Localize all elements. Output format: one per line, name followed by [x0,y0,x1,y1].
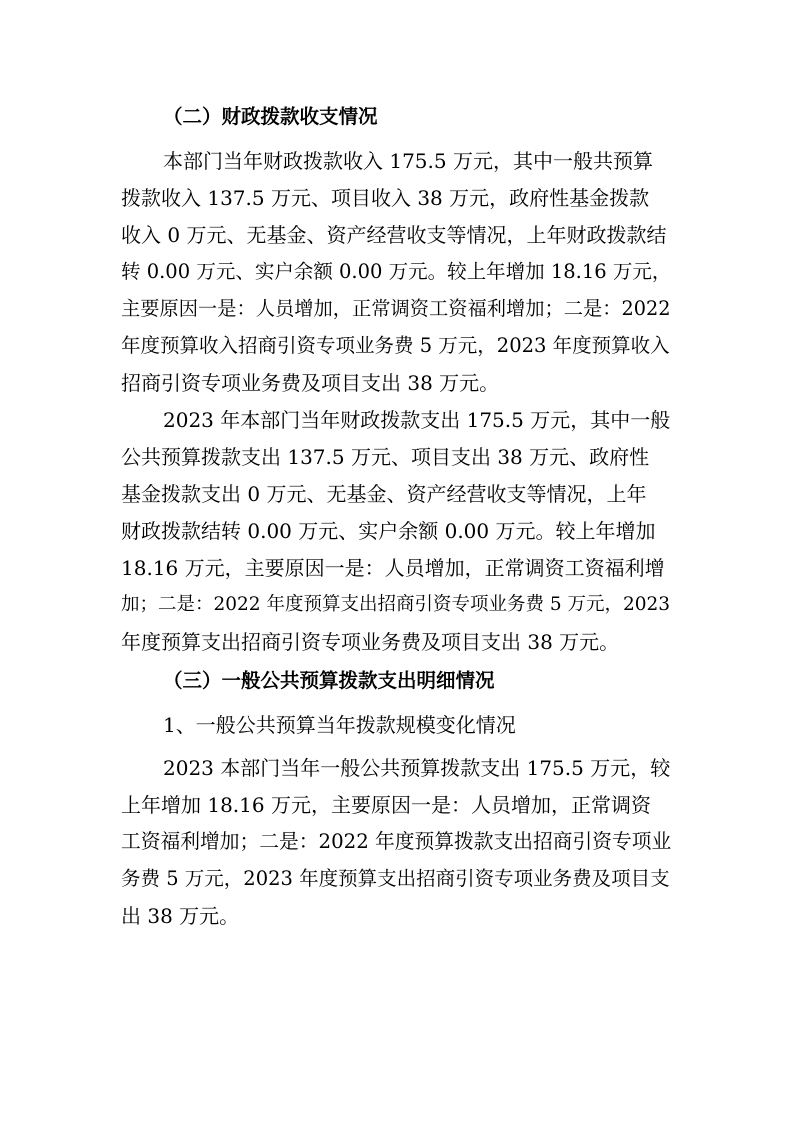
paragraph-line: 出 38 万元。 [121,904,240,928]
paragraph-line: 拨款收入 137.5 万元、项目收入 38 万元，政府性基金拨款 [121,186,650,210]
paragraph-line: 主要原因一是：人员增加，正常调资工资福利增加；二是：2022 [121,297,671,320]
paragraph-line: 财政拨款结转 0.00 万元、实户余额 0.00 万元。较上年增加 [121,519,656,543]
paragraph-line: 本部门当年财政拨款收入 175.5 万元，其中一般共预算 [163,149,653,173]
paragraph-line: 上年增加 18.16 万元，主要原因一是：人员增加，正常调资 [121,793,651,817]
paragraph-line: 招商引资专项业务费及项目支出 38 万元。 [121,371,500,395]
subsection-heading: 1、一般公共预算当年拨款规模变化情况 [163,713,516,737]
section-2-heading: （二）财政拨款收支情况 [163,105,378,128]
paragraph-line: 务费 5 万元，2023 年度预算支出招商引资专项业务费及项目支 [121,867,670,890]
paragraph-line: 工资福利增加；二是：2022 年度预算拨款支出招商引资专项业 [121,830,672,853]
paragraph-line: 年度预算收入招商引资专项业务费 5 万元，2023 年度预算收入 [121,334,670,357]
paragraph-line: 基金拨款支出 0 万元、无基金、资产经营收支等情况，上年 [121,482,647,506]
paragraph-line: 2023 年本部门当年财政拨款支出 175.5 万元，其中一般 [163,408,671,432]
paragraph-line: 公共预算拨款支出 137.5 万元、项目支出 38 万元、政府性 [121,445,650,469]
paragraph-line: 转 0.00 万元、实户余额 0.00 万元。较上年增加 18.16 万元， [121,260,672,283]
paragraph-line: 年度预算支出招商引资专项业务费及项目支出 38 万元。 [121,630,620,654]
paragraph-line: 2023 本部门当年一般公共预算拨款支出 175.5 万元，较 [163,756,671,780]
paragraph-line: 18.16 万元，主要原因一是：人员增加，正常调资工资福利增 [121,556,665,580]
section-3-heading: （三）一般公共预算拨款支出明细情况 [163,669,495,692]
paragraph-line: 加；二是：2022 年度预算支出招商引资专项业务费 5 万元，2023 [121,594,671,615]
paragraph-line: 收入 0 万元、无基金、资产经营收支等情况，上年财政拨款结 [121,223,667,247]
